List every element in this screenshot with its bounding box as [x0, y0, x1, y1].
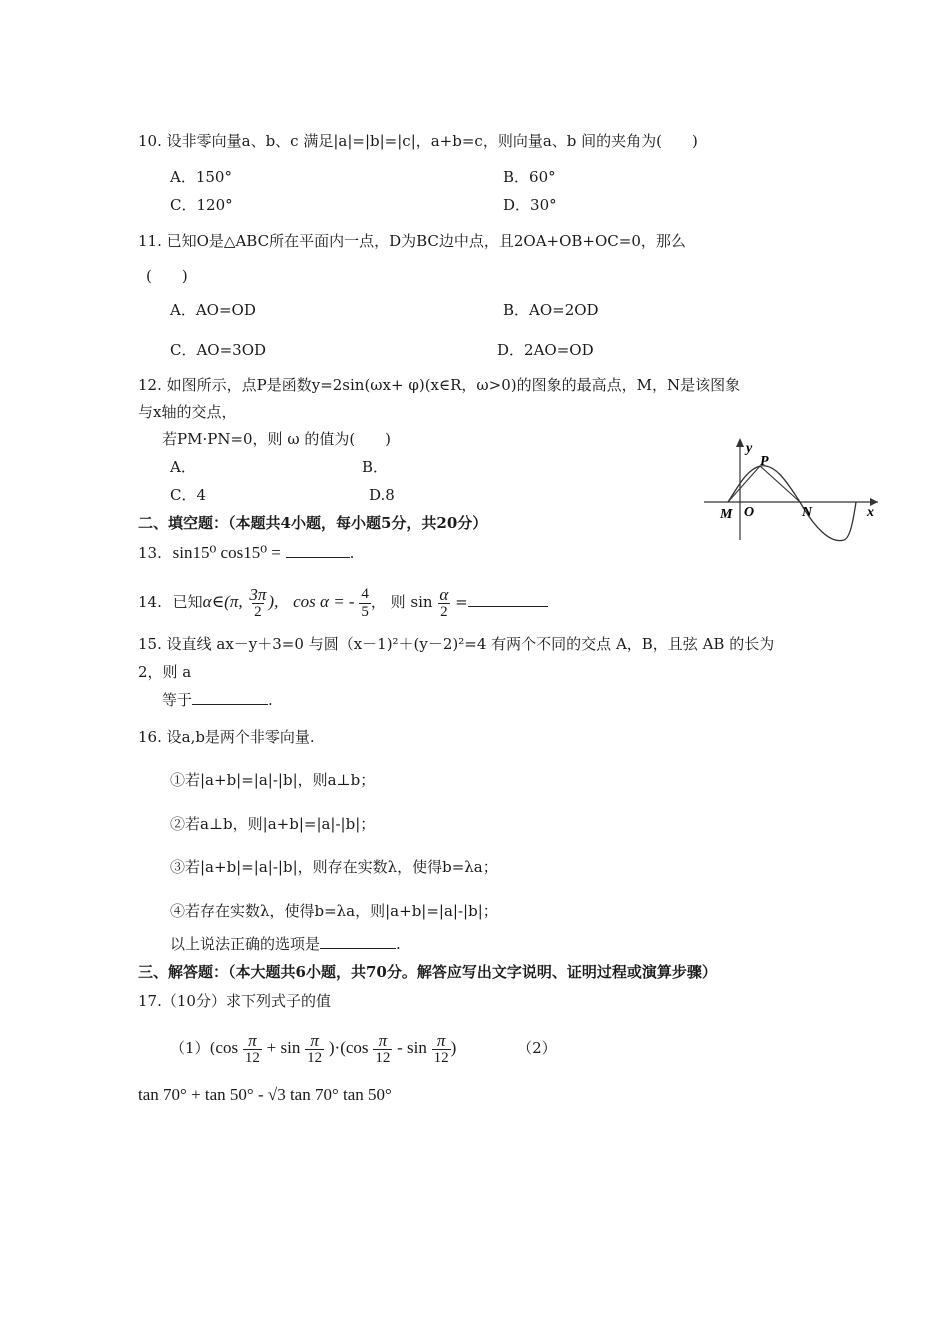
q12-condition: 若PM·PN=0，则 ω 的值为( ) [162, 430, 392, 448]
fig-label-o: O [744, 505, 755, 520]
q17-part2-label: （2） [517, 1039, 557, 1057]
fig-label-n: N [802, 505, 813, 520]
q16-answer-prompt: 以上说法正确的选项是 [170, 935, 321, 953]
q10-option-d: D．30° [503, 196, 557, 214]
q13-num: 13. [138, 544, 162, 562]
q11-option-c: C．AO=3OD [170, 341, 267, 359]
q16-item-3: ③若|a+b|=|a|-|b|，则存在实数λ，使得b=λa； [170, 858, 498, 876]
q12-stem: 12. 如图所示，点P是函数y=2sin(ωx+ φ)(x∈R，ω>0)的图象的最高点，M，N是该图象 [138, 376, 741, 394]
q15-line3 [162, 690, 273, 710]
q17-frac-pi-12-b: $\frac{\pi}{12}$ [307, 1030, 323, 1066]
q13-blank [286, 543, 350, 558]
q17-part1: （1）(cos $\frac{\pi}{12}$ + sin $\frac{\pi}{12}$ )·(cos $\frac{\pi}{12}$ - sin $\frac{\pi}{12}$ ) （2） [170, 1030, 557, 1066]
q13-end: . [349, 544, 355, 562]
q16-item-1: ①若|a+b|=|a|-|b|，则a⊥b； [170, 771, 376, 789]
q12-option-b: B． [362, 458, 389, 476]
q14-line: 14. 已知α∈(π, $\frac{3\pi}{2}$ ), cos α = - $\frac{4}{5}$ ， 则 sin $\frac{\alpha}{2}$ = [138, 583, 548, 621]
q15-end: . [268, 691, 273, 709]
q17-frac-pi-12-c: $\frac{\pi}{12}$ [375, 1030, 391, 1066]
q14-expr-b: ), [268, 592, 279, 611]
q14-eq: = [455, 593, 468, 611]
q14-sin-label: 则 sin [390, 593, 433, 611]
q16-blank [320, 934, 396, 949]
q14-frac-4-5: $\frac{4}{5}$ [361, 585, 369, 620]
q14-text-a: 已知 [172, 593, 203, 611]
q16-answer-line [170, 934, 401, 954]
fig-label-m: M [720, 507, 733, 522]
q16-item-2: ②若a⊥b，则|a+b|=|a|-|b|； [170, 815, 376, 833]
q10-option-a: A．150° [170, 168, 232, 186]
q17-frac-pi-12-a: $\frac{\pi}{12}$ [244, 1030, 260, 1066]
q11-stem: 11. 已知O是△ABC所在平面内一点，D为BC边中点，且2OA+OB+OC=0，那么 [138, 232, 686, 250]
fig-label-p: P [760, 454, 769, 469]
q14-num: 14. [138, 593, 162, 611]
q17-part1-label: （1）( [170, 1039, 216, 1057]
q13-expr: sin15⁰ cos15⁰ = [172, 543, 281, 562]
q10-stem: 10. 设非零向量a、b、c 满足|a|=|b|=|c|，a+b=c，则向量a、b 间的夹角为( ) [138, 132, 698, 150]
q12-option-d: D.8 [369, 486, 395, 504]
q15-stem-cont: 2，则 a [138, 663, 192, 681]
q17-frac-pi-12-d: $\frac{\pi}{12}$ [433, 1030, 449, 1066]
q14-blank [468, 592, 548, 607]
q15-stem-cont2: 等于 [162, 691, 193, 709]
fig-label-y: y [746, 441, 753, 456]
q13-line [138, 543, 354, 563]
q12-option-c: C．4 [170, 486, 207, 504]
q16-item-4: ④若存在实数λ，使得b=λa，则|a+b|=|a|-|b|； [170, 902, 498, 920]
fig-label-x: x [867, 505, 874, 520]
q16-end: . [396, 935, 401, 953]
q14-expr-a: α∈(π, [202, 592, 243, 611]
q17-stem: 17.（10分）求下列式子的值 [138, 992, 331, 1010]
section3-heading: 三、解答题：（本大题共6小题，共70分。解答应写出文字说明、证明过程或演算步骤） [138, 963, 717, 981]
q15-stem: 15. 设直线 ax－y＋3=0 与圆（x－1)²＋(y－2)²=4 有两个不同的交点 A，B，且弦 AB 的长为 [138, 635, 775, 653]
q14-frac-alpha-2: $\frac{\alpha}{2}$ [439, 584, 449, 620]
q12-option-a: A． [170, 458, 196, 476]
q10-option-b: B．60° [503, 168, 556, 186]
q14-frac-3pi-2: $\frac{3\pi}{2}$ [249, 584, 267, 620]
section2-heading: 二、填空题：（本题共4小题，每小题5分，共20分） [138, 514, 488, 532]
q11-option-d: D．2AO=OD [497, 341, 594, 359]
q11-option-a: A．AO=OD [170, 301, 256, 319]
q14-cos-label: cos α = - [293, 592, 355, 611]
q12-stem-cont: 与x轴的交点， [138, 403, 237, 421]
q17-part2-expr: tan 70° + tan 50° - √3 tan 70° tan 50° [138, 1085, 392, 1104]
q11-stem-cont: ( ) [146, 267, 188, 285]
q15-blank [192, 690, 268, 705]
q10-option-c: C．120° [170, 196, 233, 214]
q16-stem: 16. 设a,b是两个非零向量. [138, 728, 315, 746]
q12-sine-figure [700, 432, 885, 547]
q11-option-b: B．AO=2OD [503, 301, 599, 319]
